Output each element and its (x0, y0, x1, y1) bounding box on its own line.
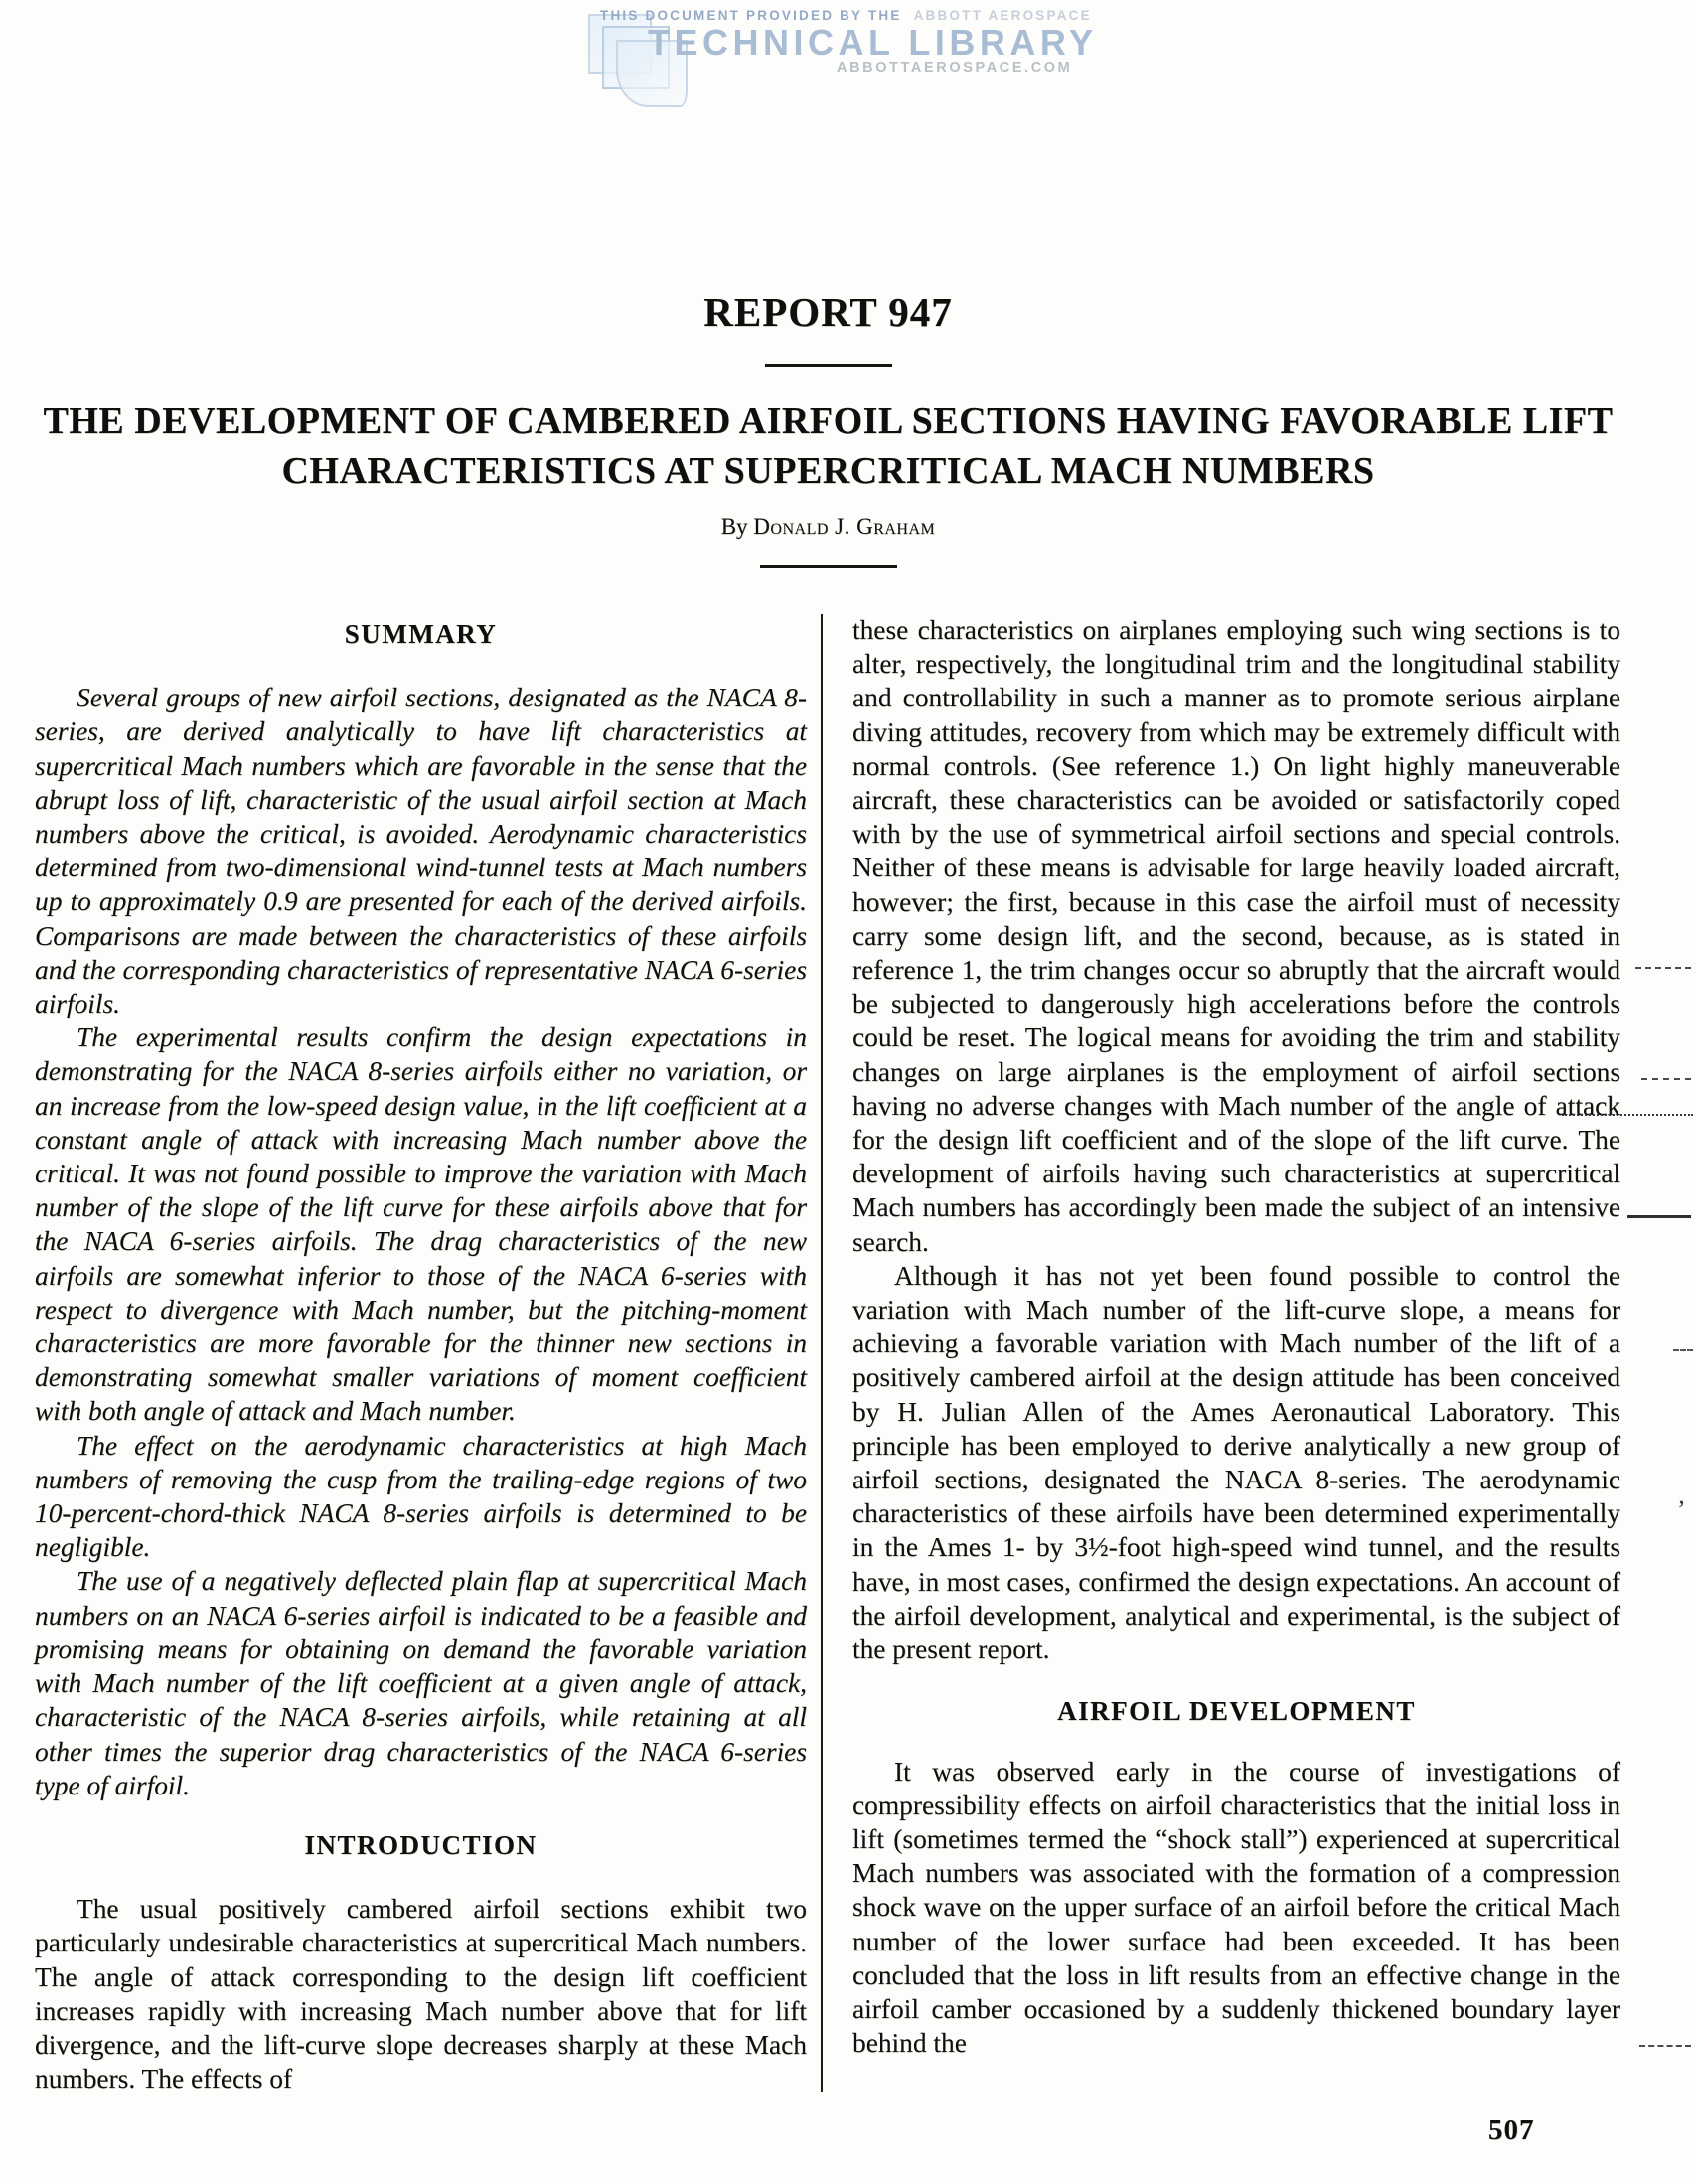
column-divider-rule (821, 614, 823, 2092)
byline (35, 514, 1621, 540)
summary-paragraph: The use of a negatively deflected plain flap at supercritical Mach numbers on an NACA 6-series airfoil is indicated to be a feasible and promising means for obtaining on demand the favorable variation with Mach number of the lift coefficient at a given angle of attack, characteristic of the NACA 8-series airfoils, while retaining at all other times the superior drag characteristics of the NACA 6-series type of airfoil. (35, 1566, 807, 1800)
byline-prefix: By (720, 514, 748, 539)
masthead-rule-top (765, 364, 892, 367)
body-paragraph-continuation: these characteristics on airplanes employing such wing sections is to alter, respectively, the longitudinal trim and the longitudinal stability and controllability in such a manner as to promote serious airplane diving attitudes, recovery from which may be extremely difficult with normal controls. (See reference 1.) On light highly maneuverable aircraft, these characteristics can be avoided or satisfactorily coped with by the use of symmetrical airfoil sections and special controls. Neither of these means is advisable for large heavily loaded aircraft, however; the first, because in this case the airfoil must of necessity carry some design lift, and the second, because, as is stated in reference 1, the trim changes occur so abruptly that the aircraft would be subjected to dangerously high accelerations before the controls could be reset. The logical means for avoiding the trim and stability changes on large airplanes is the employment of airfoil sections having no adverse changes with Mach number of the angle of attack for the design lift coefficient and of the slope of the lift curve. The development of airfoils having such characteristics at supercritical Mach numbers has accordingly been made the subject of an intensive search. (852, 615, 1620, 1257)
paper-title-line-2: CHARACTERISTICS AT SUPERCRITICAL MACH NUMBERS (281, 450, 1375, 492)
summary-paragraph: The experimental results confirm the design expectations in demonstrating for the NACA 8-series airfoils either no variation, or an increase from the low-speed design value, in the lift coefficient at a constant angle of attack with increasing Mach number above the critical. It was not found possible to improve the variation with Mach number of the slope of the lift curve for these airfoils above that for the NACA 6-series airfoils. The drag characteristics of the new airfoils are somewhat inferior to those of the NACA 6-series with respect to divergence with Mach number, but the pitching-moment characteristics are more favorable for the thinner new sections in demonstrating somewhat smaller variations of moment coefficient with both angle of attack and Mach number. (35, 1022, 807, 1427)
author-name: Donald J. Graham (753, 514, 936, 539)
pencil-mark (1639, 2045, 1691, 2047)
paper-title-line-1: THE DEVELOPMENT OF CAMBERED AIRFOIL SECTIONS HAVING FAVORABLE LIFT (43, 400, 1614, 442)
report-number: REPORT 947 (703, 289, 953, 335)
page-number: 507 (1488, 2114, 1535, 2146)
right-column (852, 613, 1620, 2060)
pencil-mark (1635, 967, 1691, 969)
body-paragraph: Although it has not yet been found possible to control the variation with Mach number of the lift-curve slope, a means for achieving a favorable variation with Mach number of the lift of a positively cambered airfoil at the design attitude has been conceived by H. Julian Allen of the Ames Aeronautical Laboratory. This principle has been employed to derive analytically a new group of airfoil sections, designated the NACA 8-series. The aerodynamic characteristics of these airfoils have been determined experimentally in the Ames 1- by 3½-foot high-speed wind tunnel, and the results have, in most cases, confirmed the design expectations. An account of the airfoil development, analytical and experimental, is the subject of the present report. (852, 1260, 1620, 1665)
pencil-mark (1673, 1349, 1693, 1351)
left-column (35, 613, 807, 2096)
body-paragraph: It was observed early in the course of investigations of compressibility effects on airfoil characteristics that the initial loss in lift (sometimes termed the “shock stall”) experienced at supercritical Mach numbers was associated with the formation of a compression shock wave on the upper surface of an airfoil before the critical Mach number of the lower surface had been exceeded. It has been concluded that the loss in lift results from an effective change in the airfoil camber occasioned by a suddenly thickened boundary layer behind the (852, 1756, 1620, 2059)
pencil-mark (1562, 1114, 1693, 1116)
masthead-rule-bottom (760, 565, 897, 568)
summary-paragraph: The effect on the aerodynamic characteristics at high Mach numbers of removing the cusp from the trailing-edge regions of two 10-percent-chord-thick NACA 8-series airfoils is determined to be negligible. (35, 1430, 807, 1563)
watermark-library-title: TECHNICAL LIBRARY (648, 22, 1098, 63)
summary-paragraph: Several groups of new airfoil sections, designated as the NACA 8-series, are derived analytically to have lift characteristics at supercritical Mach numbers which are favorable in the sense that the abrupt loss of lift, characteristic of the usual airfoil section at Mach numbers above the critical, is avoided. Aerodynamic characteristics determined from two-dimensional wind-tunnel tests at Mach numbers up to approximately 0.9 are presented for each of the derived airfoils. Comparisons are made between the characteristics of these airfoils and the corresponding characteristics of representative NACA 6-series airfoils. (35, 683, 807, 1019)
summary-heading: SUMMARY (344, 619, 498, 649)
pencil-mark (1641, 1078, 1691, 1080)
watermark-header (0, 0, 1695, 119)
pencil-tick-mark: ’ (1677, 1495, 1686, 1524)
watermark-provided-text: THIS DOCUMENT PROVIDED BY THE (600, 8, 902, 23)
watermark-brand-text: ABBOTT AEROSPACE (913, 8, 1092, 23)
watermark-website: ABBOTTAEROSPACE.COM (837, 60, 1073, 76)
pencil-mark (1627, 1215, 1691, 1218)
airfoil-development-heading: AIRFOIL DEVELOPMENT (1057, 1696, 1416, 1727)
introduction-heading: INTRODUCTION (304, 1829, 538, 1860)
watermark-provided-line (600, 8, 1092, 23)
summary-section (35, 681, 807, 1802)
introduction-paragraph: The usual positively cambered airfoil sections exhibit two particularly undesirable characteristics at supercritical Mach numbers. The angle of attack corresponding to the design lift coefficient increases rapidly with increasing Mach number above that for lift divergence, and the lift-curve slope decreases sharply at these Mach numbers. The effects of (35, 1894, 807, 2095)
